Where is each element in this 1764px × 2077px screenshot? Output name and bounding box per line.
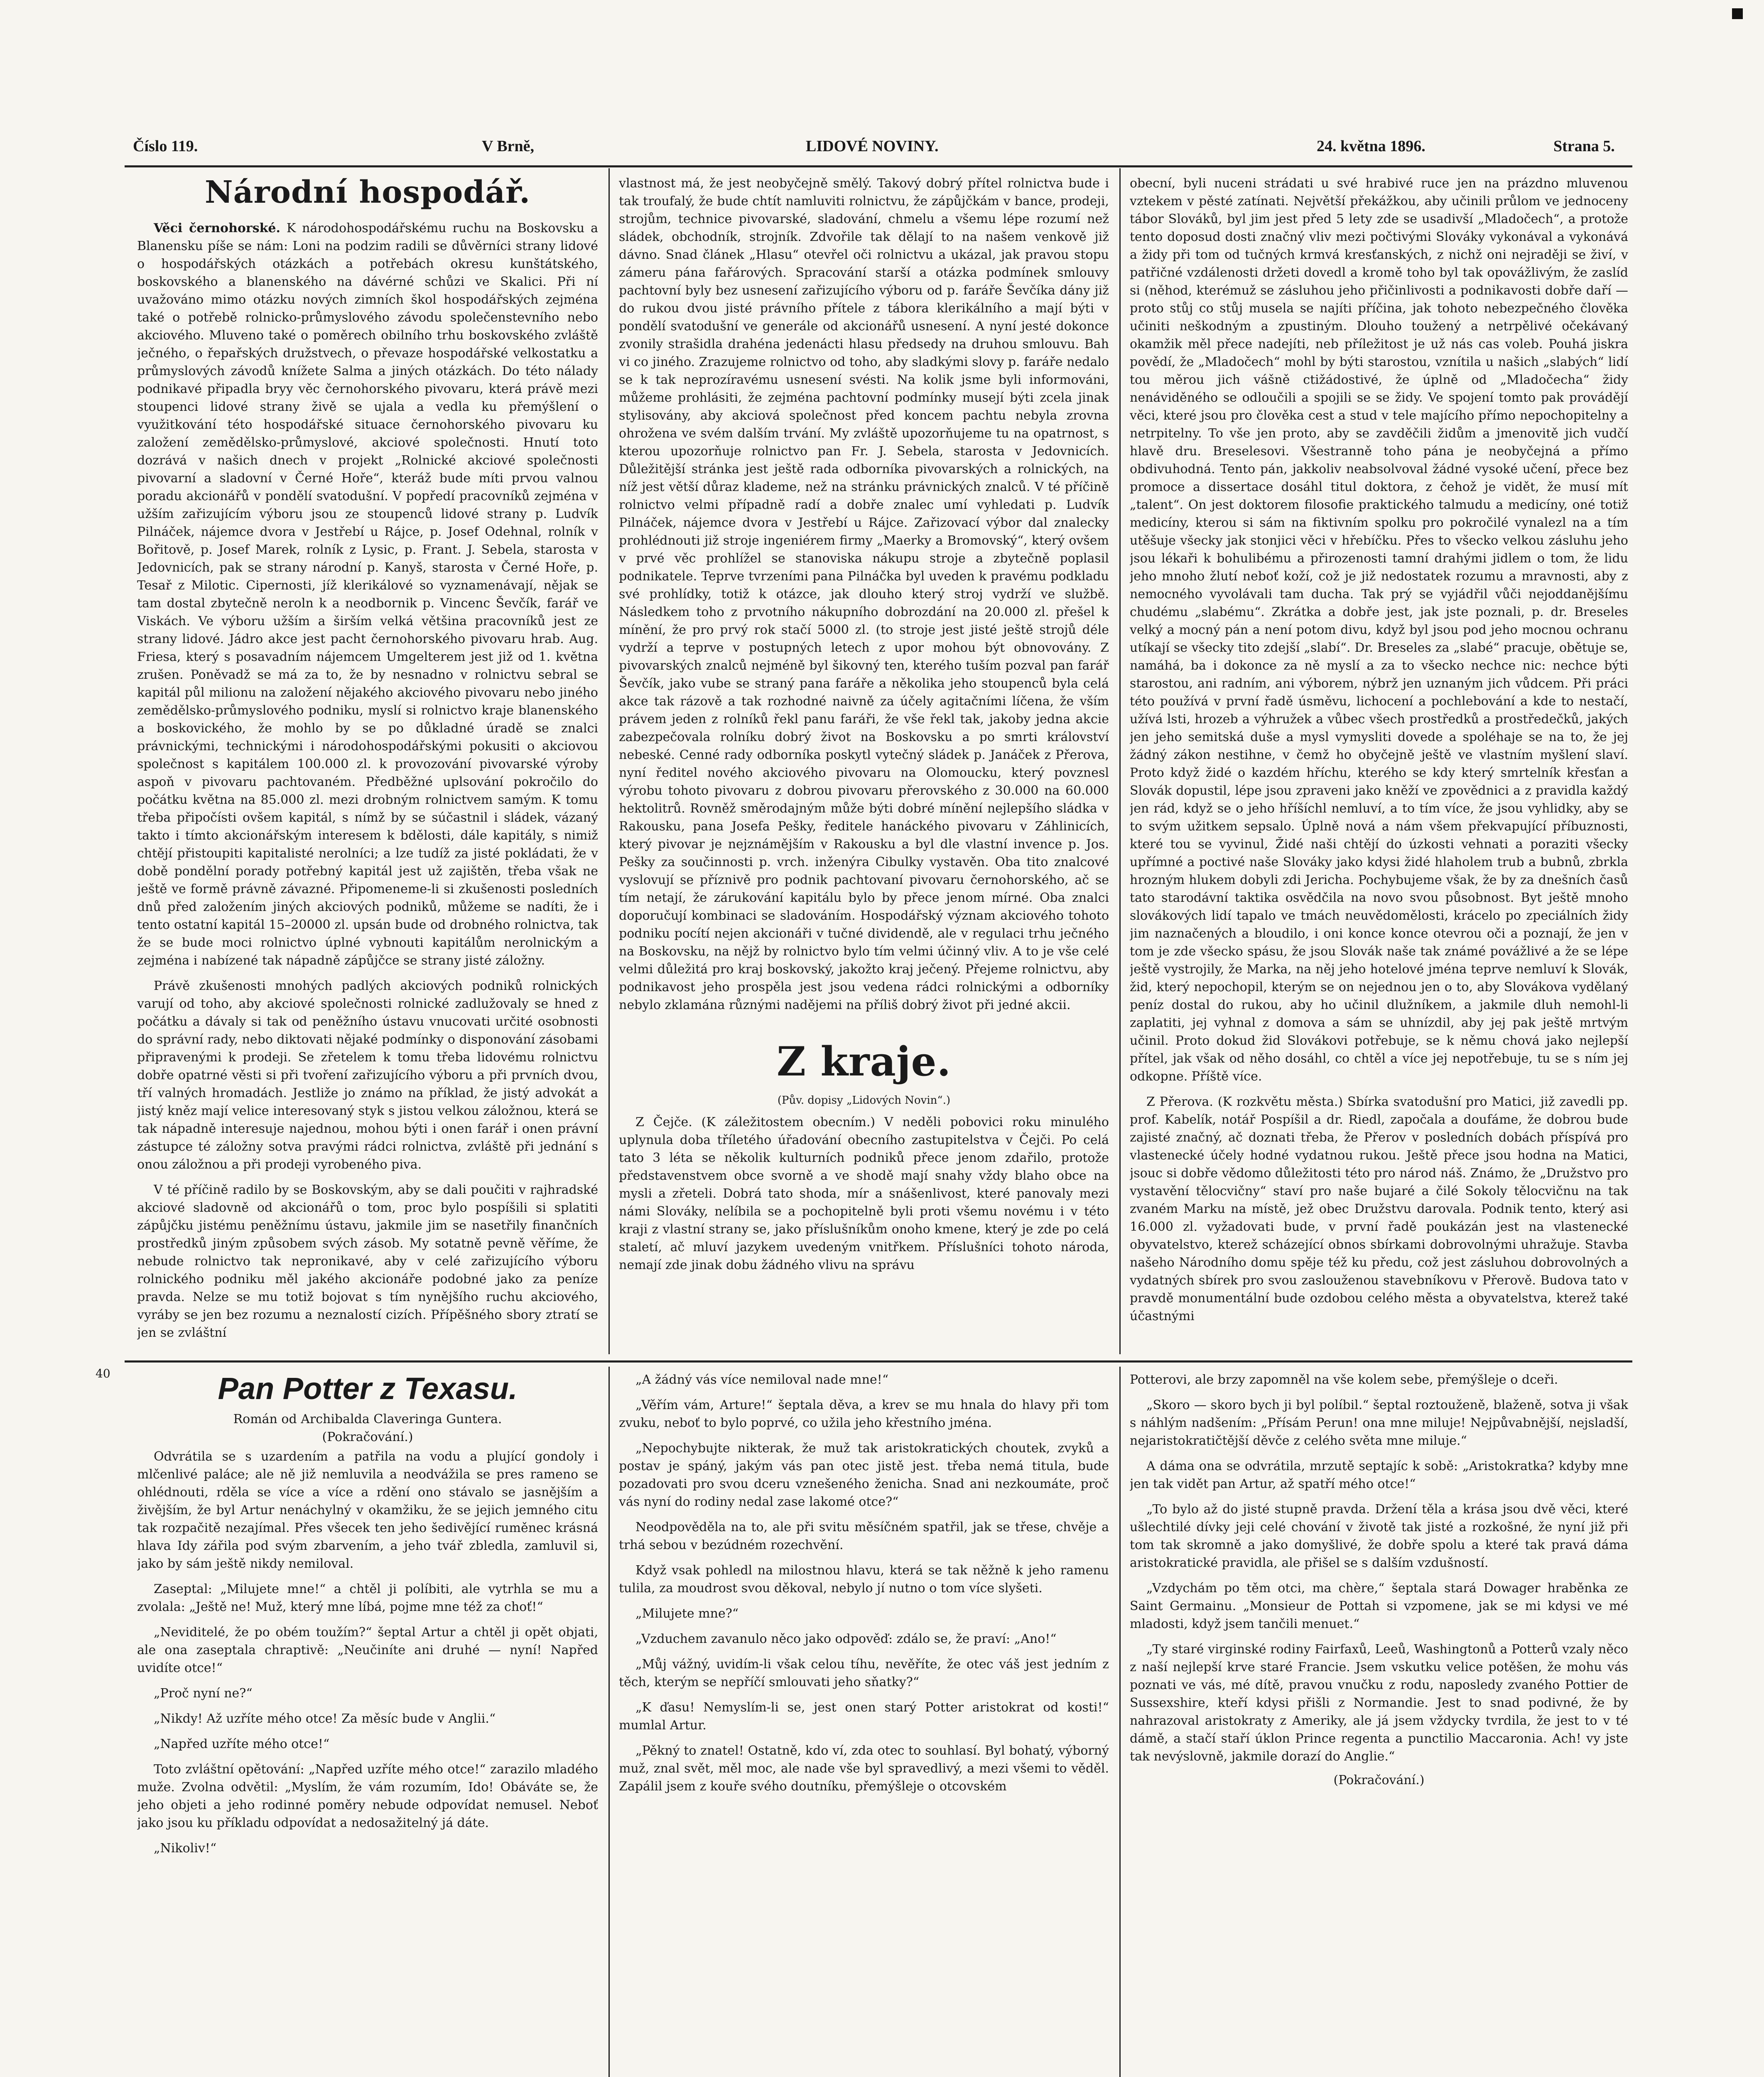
column-divider-1: [608, 168, 610, 1354]
kraje-source-note: (Pův. dopisy „Lidových Novin“.): [777, 1094, 951, 1107]
story-paragraph: „Napřed uzříte mého otce!“: [154, 1737, 330, 1751]
story-paragraph: Když vsak pohledl na milostnou hlavu, která se tak něžně k jeho ramenu tulila, za moudrost svou děkoval, nebylo jí nutno o tom více slyšeti.: [619, 1563, 1109, 1596]
column-divider-2: [1119, 168, 1121, 1354]
prerov-paragraph: Z Přerova. (K rozkvětu města.) Sbírka svatodušní pro Matici, již zavedli pp. prof. Kabelík, notář Pospíšil a dr. Riedl, započala a doufáme, že dobrou bude zajisté značný, ač doznati třeba, že Přerov v posledních dobách příspívá pro vlastenecké účely hodné vydatnou rukou. Ještě přece jsou hodna na Matici, jsouc si dobře vědomo důležitosti této pro národ náš. Známo, že „Družstvo pro vystavění tělocvičny“ staví pro naše bujaré a čilé Sokoly tělocvičnu na tak zvaném Marku na místě, jež obec Družstvu darovala. Podnik tento, který asi 16.000 zl. vyžadovati bude, v první řadě poukázán jest na vlastenecké obyvatelstvo, kterež scházející obnos sbírkami dobrovolnými uhražuje. Stavba našeho Národního domu spěje též ku předu, což jest zásluhou dobrovolných a vydatných sbírek pro svou zaslouženou stavebníkovu v Přerově. Budova tato v pravdě monumentální bude ozdobou celého města a obyvatelstva, kterež také účastnými: [1130, 1095, 1628, 1323]
story-paragraph: „Vzduchem zavanulo něco jako odpověď: zdálo se, že praví: „Ano!“: [635, 1632, 1057, 1646]
economy-cont-paragraph: vlastnost má, že jest neobyčejně smělý. Takový dobrý přítel rolnictva bude i tak troufalý, že bude chtít namluviti rolnictvu, že zápůjčkám v bance, prodeji, strojům, technice pivovarské, sladování, chmelu a všemu lépe rozumí než sládek, obchodník, strojník. Zdvořile tak dělají to na našem venkově již dávno. Snad článek „Hlasu“ otevřel oči rolnictvu a ukázal, jak pravou stopu zámeru pána fařárových. Spracování starší a otázka podmínek smlouvy pachtovní byly bez usnesení zařizujícího výboru od p. faráře Ševčíka dány již do rukou dvou jisté právního přítele z tábora klerikálního a mají býti v pondělí svatodušní ve generále od akcionářů usnesení. A nyní jesté dokonce zvonily strašidla drahéna jedenácti hlasu předsedy na druhou smlouvu. Bah vi co jiného. Zrazujeme rolnictvo od toho, aby sladkými slovy p. faráře nedalo se k tak neprozíravému usnesení svésti. Na kolik jsme byli informováni, můžeme prohlásiti, že zejména pachtovní podmínky musejí býti zcela jinak stylisovány, aby akciová společnost před koncem pachtu nebyla zrovna ohrožena ve svém dalším trvání. My zvláště upozorňujeme tu na opatrnost, s kterou upozorňuje rolnictvo pan Fr. J. Sebela, starosta v Jedovnicích. Důležitější stránka jest ještě rada odborníka pivovarských a rolnických, na níž jest větší důraz klademe, než na stránku právnických znalců. V té příčině rolnictvo velmi případně radí a dobře znalec umí vyhledati p. Ludvík Pilnáček, nájemce dvora v Jestřebí u Rájce. Zařizovací výbor dal znalecky prohlédnouti již stroje ingeniérem firmy „Maerky a Bromovský“, který ovšem v prvé věc prohlížel se stanoviska nákupu stroje a zbytečně poplasil podnikatele. Teprve tvrzeními pana Pilnáčka byl uveden k pravému podkladu své prohlídky, totiž k otázce, jak dlouho který stroj vydrží ve službě. Následkem toho z prvotního nákupního dobrozdání na 20.000 zl. přešel k mínění, že pro prvý rok stačí 5000 zl. (to stroje jest jisté ještě strojů déle vydrží a teprve v postupných letech z upor mohou být obnovovány. Z pivovarských znalců nejméně byl šikovný ten, kterého tuším pozval pan farář Ševčík, jako vube se straný pana faráře a několika jeho stoupenců byla celá akce tak rázově a tak rozhodné naivně za účely agitačními líčena, že vším právem jeden z rolníků řekl panu faráři, že vše řekl tak, jakoby jedna akcie zabezpečovala rolníku dobrý život na Boskovsku a po smrti království nebeské. Cenné rady odborníka poskytl vytečný sládek p. Janáček z Přerova, nyní ředitel nového akciového pivovaru na Olomoucku, který povznesl výrobu tohoto pivovaru z dobrou pivovaru přerovského z 30.000 na 60.000 hektolitrů. Rovněž směrodajným může býti dobré mínění nejlepšího sládka v Rakousku, pana Josefa Pešky, ředitele hanáckého pivovaru v Záhlinicích, který pivovar je nejznámějším v Rakousku a byl dle vlastní invence p. Jos. Pešky za součinnosti p. vrch. inženýra Cibulky vystavěn. Oba tito znalcové vyslovují se příznivě pro podnik pachtovaní pivovaru černohorského, ač se tím netají, že zárukování kapitálu bylo by přece jenom mírné. Oba znalci doporučují kombinaci se sladováním. Hospodářský význam akciového tohoto podniku pocítí nejen akcionáři v tučné dividendě, ale v regulaci trhu ječného na Boskovsku, na nějž by rolnictvo bylo tím velmi účinný vliv. A to je vše celé velmi důležitá pro kraj boskovský, jakožto kraj ječený. Přejeme rolnictvu, aby podnikavost jeho prospěla jest jsou vedena rádci rolnickými a odborníky nebylo zklamána různými nadějemi na příliš dobrý život při jedné akcii.: [619, 176, 1109, 1012]
story-paragraph: „Ty staré virginské rodiny Fairfaxů, Leeů, Washingtonů a Potterů vzaly něco z naší nejlepší krve staré Francie. Jsem vskutku velice potěšen, že mohu vás poznati ve vás, mé dítě, pravou vnučku z rodu, naposledy zvaného Pottier de Sussexshire, kteří kdysi přišli z Normandie. Jest to snad podivné, že by nahrazoval aristokraty z Ameriky, ale já jsem vždycky tvrdila, že jest to v té dámě, a stačí staří úklon Prince regenta a punctilio Maccaronia. Ach! vy jste tak nevýslovně, jakmile dorazí do Anglie.“: [1130, 1642, 1628, 1764]
story-paragraph: Odvrátila se s uzardením a patřila na vodu a plující gondoly i mlčenlivé paláce; ale ně již nemluvila a neodvážila se pres rameno se ohlédnouti, rděla se více a více a rdění ono stávalo se jasnějším a živějším, že byl Artur nenáchylný v okamžiku, že se jejich jemného citu tak rozpačitě nezajímal. Přes všecek ten jeho šedivějící ruměnec krásná hlava Idy zářila pod svým zbarvením, a jeho tvář zbledla, zamluvil si, jako by sám ještě nikdy nemiloval.: [137, 1449, 598, 1571]
story-paragraph: „Pěkný to znatel! Ostatně, kdo ví, zda otec to souhlasí. Byl bohatý, výborný muž, znal svět, měl moc, ale nade vše byl spravedlivý, a mezi všemi to věděl. Zapálil jsem z kouře svého doutníku, přemýšleje o otcovském: [619, 1743, 1109, 1794]
feuilleton-column-2: [619, 1371, 1109, 2077]
economy-paragraph-1: Věci černohorské. K národohospodářskému ruchu na Boskovsku a Blanensku píše se nám: Loni na podzim radili se důvěrníci strany lidové o hospodářských otázkách a potřebách okresu kunštátského, boskovského a blanenského na dávérné schůzi ve Skalici. Při ní uvažováno mimo otázku nových zimních škol hospodářských zejména také o potřebě rolnicko-průmyslového závodu společenstevního nebo akciového. Mluveno také o poměrech obilního trhu boskovského zvláště ječného, o řepařských družstvech, o převaze hospodářské velkostatku a průmyslových závodů knížete Salma a jiných otázkách. Do této nálady podnikavé připadla bryy věc černohorského pivovaru, která právě mezi stoupenci lidové strany živě se ujala a vedla ku přemýšlení o využitkování této hospodářské situace černohorského pivovaru ku založení zemědělsko-průmyslové, akciové společnosti. Hnutí toto dozrává v našich dnech v projekt „Rolnické akciové společnosti pivovarní a sladovní v Černé Hoře“, kteráž bude míti prvou valnou poradu akcionářů v pondělí svatodušní. V popředí pracovníků zejména v užším zařizujícím výboru jsou ze stoupenců lidové strany p. Ludvík Pilnáček, nájemce dvora v Jestřebí u Rájce, p. Josef Odehnal, rolník v Bořitově, p. Josef Marek, rolník z Lysic, p. Frant. J. Sebela, starosta v Jedovnicích, pak se strany národní p. Kanyš, starosta v Černé Hoře, p. Tesař z Milotic. Cipernosti, jíž klerikálové so vyznamenávají, nějak se tam dostal zbytečně neroln k a neodbornik p. Vincenc Ševčík, farář ve Viskách. Ve výboru užším a širším velká většina pracovníků jest ze strany lidové. Jádro akce jest pacht černohorského pivovaru hrab. Aug. Friesa, který s posavadním nájemcem Umgelterem jest již od 1. května zrušen. Poněvadž se má za to, že by nesnadno v rolnictvu sebral se kapitál půl milionu na založení nějakého akciového pivovaru nebo jiného zemědělsko-průmyslového podniku, myslí si rolnictvo kraje blanenského a boskovického, že mohlo by se po důkladné úradě se znalci právnickými, technickými i národohospodářskými pokusiti o akciovou společnost s kapitálem 100.000 zl. k provozování pivovarské výroby aspoň v pivovaru pachtovaném. Předběžné uplsování pokročilo do počátku května na 85.000 zl. mezi drobným rolnictvem samým. K tomu třeba připočísti ovšem kapitál, s nímž by se súčastnil i sládek, vázaný takto i tímto akcionářským interesem k bdělosti, dále kapitály, s nimiž chtějí přistoupiti kapitalisté nerolníci; a lze tudíž za jisté pokládati, že v době pondělní porady potřebný kapitál jest už zajištěn, třeba však ne ještě ve formě právně závazné. Připomeneme-li si zkušenosti posledních dnů před založením jiných akciových podniků, můžeme se nadíti, že i tento ostatní kapitál 15–20000 zl. upsán bude od drobného rolnictva, tak že se bude moci rolnictvo úplné vybnouti kapitálům nerolnickým a zejména i nabízené tak nápadně zápůjčce se strany jisté záložny.: [137, 221, 598, 968]
city-line: V Brně,: [482, 137, 534, 155]
economy-section-title: Národní hospodář.: [205, 174, 530, 210]
margin-number: 40: [96, 1367, 110, 1380]
cejc-cont-paragraph: obecní, byli nuceni strádati u své hrabivé ruce jen na prázdno mluvenou vztekem v pěsté zatínati. Největší překážkou, aby učinili průlom ve jednoceny tábor Slováků, byl jim jest před 5 lety zde se usadivší „Mladočech“, a protože tento doposud dosti značný vliv mezi počtivými Slováky vykonával a vykonává a židy při tom od tučných krmvá kresťanských, z nichž oni nejraději se živí, v patřičné vzdálenosti držeti dovedl a kromě toho byl tak opovážlivým, že zaslíd si (něhod, kterémuž se zásluhou jeho přičinlivosti a podnikavosti dobře daří — proto stůj co stůj musela se najíti příčina, jak tohoto nebezpečného člověka učiniti neškodným a zpustiným. Dlouho toužený a netrpělivé očekávaný okamžik měl přece nadejíti, neb příležitost je už nás cas voleb. Pouhá jiskra povědí, že „Mladočech“ mohl by býti starostou, vznítila u našich „slabých“ lidí tou měrou jich vášně ctižádostivé, že úplně od „Mladočecha“ židy nenáviděného se odloučili a spojili se se židy. Ve spojení tomto pak provádějí věci, které jsou pro člověka cest a stud v tele majícího přímo nepochopitelny a netrpitelny. To vše jen proto, aby se zavděčili židům a jmenovitě jich vudčí hlavě dru. Breselesovi. Všestranně toho pána je neobyčejná a přímo obdivuhodná. Tento pán, jakkoliv neabsolvoval žádné vysoké učení, přece bez promoce a dissertace dosáhl titul doktora, z čehož je vidět, že musí mít „talent“. On jest doktorem filosofie praktického talmudu a medicíny, oné totiž medicíny, kterou si sám na fiktivním spolku pro pokročilé vynalezl na a tím utěšuje všecky jak stonjici věci v hřebíčku. Přes to všecko velkou zásluhu jeho jsou lékaři k bohulibému a přirozenosti tamní drahými jidlem o tom, že lidu jeho mnoho žlutí neboť koží, což je již nedostatek rozumu a mravnosti, aby z nemocného vyvolávali tam ducha. Tak prý se vyjádřil vůči nejoddanějšímu chudému „slabému“. Zkrátka a dobře jest, jak jste poznali, p. dr. Breseles velký a mocný pán a není potom divu, když byl jsou pod jeho mocnou ochranu utíkají se všecky tito zdejší „slabí“. Dr. Breseles za „slabé“ pracuje, obětuje se, namáhá, ba i dokonce za ně myslí a za to všecko nechce nic: nechce býti starostou, ani radním, ani výborem, nýbrž jen uznaným jich vůdcem. Při práci této používá v první řadě úsměvu, lichocení a pochlebování a kde to nestačí, užívá lsti, hrozeb a výhružek a vůbec všech prostředků a prostředečků, jakých jen jeho semitská duše a mysl vymysliti dovede a spoléhaje se na to, že jej žádný zákon nestihne, v čemž ho obyčejně ještě ve vlastním myšlení slaví. Proto když židé o kazdém hříchu, kterého se kdy který smrtelník křesťan a Slovák dopustil, lépe jsou zpraveni jako kněží ve zpovědnici a z pravidla každý jen rád, když se o jeho hříšíchl nemluví, a to tím více, že jsou vyhlidky, aby se to svým užitkem sepsalo. Úplně nová a nám všem překvapující příbuznosti, které tou se vyvinul, Židé naši chtějí do úzkosti vehnati a poraziti všecky upřímné a poctivé naše Slováky jako kdysi židé hlaholem trub a bubnů, zbrkla hrozným hlukem dobyli zdi Jericha. Pochybujeme však, že by za dnešních časů tato starodávní taktika osvědčila na novo svou působnost. Byt ještě mnoho slovákových lidí tapalo ve tmách neuvědomělosti, krácelo po zpeciálních židy jim naznačených a bloudilo, i oni konce konce otevrou oči a poznají, že jen v tom je zde všecko spásu, že jsou Slovák naše tak známé povážlivé a že se lépe ještě vystrojily, že Marka, na něj jeho hotelové jména teprve nemluví k Slovák, žid, který nepochopil, kterým se on nejednou jen o to, aby Slovákova vydělaný peníz dostal do rukou, aby ho učinil dlužníkem, a jakmile dluh nemohl-li zaplatiti, jej vyhnal z domova a sám se uhnízdil, aby jej pak ještě mrtvým učinil. Proto dokud žid Slovákovi potřebuje, se k němu chová jako nejlepší přítel, jak však od něho dosáhl, co chtěl a více jej nepotřebuje, tu se s ním jej odkopne. Příště více.: [1130, 176, 1628, 1084]
story-paragraph: „Skoro — skoro bych ji byl políbil.“ šeptal roztouženě, blaženě, sotva ji však s náhlým nadšením: „Přísám Perun! ona mne miluje! Nejpůvabnější, nejsladší, nejaristokratičtější děvče z celého světa mne miluje.“: [1130, 1398, 1628, 1448]
page-number: Strana 5.: [1553, 137, 1615, 155]
story-paragraph: „Nikdy! Až uzříte mého otce! Za měsíc bude v Anglii.“: [154, 1711, 496, 1726]
story-paragraph: „Vzdychám po těm otci, ma chère,“ šeptala stará Dowager hraběnka ze Saint Germainu. „Monsieur de Pottah si vzpomene, jak se mi kdysi ve mé mladosti, když jsem tančili menuet.“: [1130, 1581, 1628, 1631]
right-column: [1130, 174, 1628, 1350]
feuilleton-rule: [125, 1360, 1632, 1363]
feuilleton-divider-2: [1119, 1367, 1121, 2077]
masthead: LIDOVÉ NOVINY.: [806, 137, 939, 155]
issue-number: Číslo 119.: [133, 137, 198, 155]
story-continued-note: (Pokračování.): [1333, 1773, 1425, 1787]
story-paragraph: „Nepochybujte nikterak, že muž tak aristokratických choutek, zvyků a postav je spáný, jakým vás pan otec jistě jest. třeba nemá titula, bude pozadovati pro svou dceru vznešeného ženicha. Snad ani nezkoumáte, proč vás nyní do rodiny nedal zase lakomé otce?“: [619, 1441, 1109, 1509]
story-paragraph: „Proč nyní ne?“: [154, 1686, 253, 1701]
economy-paragraph-3: V té příčině radilo by se Boskovským, aby se dali poučiti v rajhradské akciové sladovně od akcionářů o tom, proc bylo pospíšili si splatiti zápůjčku jistému peněžnímu ústavu, jakmile jim se nasetřily finančních prostředků jiným způsobem svých zásob. My sotatně pevně věříme, že nebude rolnictvo tak nepronikavé, aby v celé zařizujícího výboru rolnického podniku měl jakého akcionáře podobné jako za peníze pravda. Nelze se mu totiž bojovat s tím nynějšího ruchu akciového, vyráby se jen bez rozumu a neznalostí cizích. Přípěšného sbory ztratí se jen se zvláštní: [137, 1183, 598, 1340]
story-status: (Pokračování.): [322, 1430, 413, 1444]
story-paragraph: Potterovi, ale brzy zapomněl na vše kolem sebe, přemýšleje o dceři.: [1130, 1372, 1558, 1387]
story-paragraph: Zaseptal: „Milujete mne!“ a chtěl ji políbiti, ale vytrhla se mu a zvolala: „Ještě ne! Muž, který mne líbá, pojme mne též za choť!“: [137, 1582, 598, 1614]
economy-paragraph-2: Právě zkušenosti mnohých padlých akciových podniků rolnických varují od toho, aby akciové společnosti rolnické zadlužovaly se hned z počátku a dávaly si tak od peněžního ústavu vnucovati určité osobnosti do správní rady, nebo diktovati nějaké podmínky o disponování zásobami připravenými k prodeji. Se zřetelem k tomu třeba lidovému rolnictvu dobře opatrné věsti si při tvoření zařizujícího výboru a při prvních dvou, tří valných hromadách. Jestliže jo známo na příklad, že jistý advokát a jistý kněz mají velice interesovaný styk s jistou velkou záložnou, která se tak nápadně interesuje najednou, mohou býti i onen farář i onen právní zástupce té záložny sotva pravými rádci rolnictva, zvláště při jednání s onou záložnou a při prodeji vyrobeného piva.: [137, 979, 598, 1172]
kraje-paragraph-1: Z Čejče. (K záležitostem obecním.) V neděli pobovici roku minulého uplynula doba tříletého úřadování obecního zastupitelstva v Čejči. Po celá tato 3 léta se několik kulturních podniků přece jenom zdařilo, protože představenstvem obce svorně a ve shodě mají snahy vždy blaho obce na mysli a zřeteli. Dobrá tato shoda, mír a snášenlivost, které panovaly mezi námi Slováky, nelíbila se a pochopitelně byli proti všemu novému i v této kraji z vlastní strany se, jako příslušníkům onoho kmene, který je zde po celá staletí, ač mluví jazykem uvedeným vnitřkem. Příslušníci tohoto národa, nemají zde jinak dobu žádného vlivu na správu: [619, 1115, 1109, 1272]
story-paragraph: „Nikoliv!“: [154, 1841, 217, 1856]
registration-mark: [1732, 8, 1743, 19]
story-paragraph: „To bylo až do jisté stupně pravda. Držení těla a krása jsou dvě věci, které ušlechtilé dívky jeji celé chování v životě tak jisté a rozkošné, že nyní již při tom tak skromně a jako domyšlivé, že dobře spolu a které tak pravá dáma aristokratické pravidla, ale přišel se s dalším vzdušností.: [1130, 1502, 1628, 1570]
story-paragraph: Neodpověděla na to, ale při svitu měsíčném spatřil, jak se třese, chvěje a trhá sebou v bezúdném rozechvění.: [619, 1520, 1109, 1552]
economy-column: [137, 174, 598, 1350]
header-rule: [125, 165, 1632, 167]
story-byline: Román od Archibalda Claveringa Guntera.: [233, 1412, 502, 1426]
story-title: Pan Potter z Texasu.: [218, 1371, 518, 1406]
story-paragraph: „Můj vážný, uvidím-li však celou tíhu, nevěříte, že otec váš jest jedním z těch, kterým se nepříčí smlouvati jeho sňatky?“: [619, 1657, 1109, 1689]
article-lead: Věci černohorské.: [154, 221, 280, 236]
feuilleton-divider-1: [608, 1367, 610, 2077]
story-paragraph: „K ďasu! Nemyslím-li se, jest onen starý Potter aristokrat od kosti!“ mumlal Artur.: [619, 1700, 1109, 1733]
feuilleton-column-1: [137, 1371, 598, 2077]
story-paragraph: „Věřím vám, Arture!“ šeptala děva, a krev se mu hnala do hlavy při tom zvuku, neboť to bylo poprvé, co užila jeho křestního jména.: [619, 1398, 1109, 1430]
feuilleton-column-3: [1130, 1371, 1628, 2077]
kraje-section-title: Z kraje.: [776, 1038, 952, 1085]
story-paragraph: „A žádný vás více nemiloval nade mne!“: [635, 1372, 889, 1387]
story-paragraph: A dáma ona se odvrátila, mrzutě septajíc k sobě: „Aristokratka? kdyby mne jen tak vidět pan Artur, až spatří mého otce!“: [1130, 1459, 1628, 1491]
story-paragraph: Toto zvláštní opětování: „Napřed uzříte mého otce!“ zarazilo mladého muže. Zvolna odvětil: „Myslím, že vám rozumím, Ido! Obáváte se, že jeho objeti a jeho rodinné poměry nebude odpovídat nemusel. Neboť jako jsou ku příkladu odpovídat a nedosažitelný já dáte.: [137, 1762, 598, 1830]
story-paragraph: „Neviditelé, že po obém toužím?“ šeptal Artur a chtěl ji opět objati, ale ona zaseptala chraptivě: „Neučiníte ani druhé — nyní! Napřed uvidíte otce!“: [137, 1625, 598, 1675]
page-header: [125, 137, 1628, 162]
issue-date: 24. května 1896.: [1317, 137, 1425, 155]
middle-column: [619, 174, 1109, 1350]
story-paragraph: „Milujete mne?“: [635, 1606, 739, 1621]
